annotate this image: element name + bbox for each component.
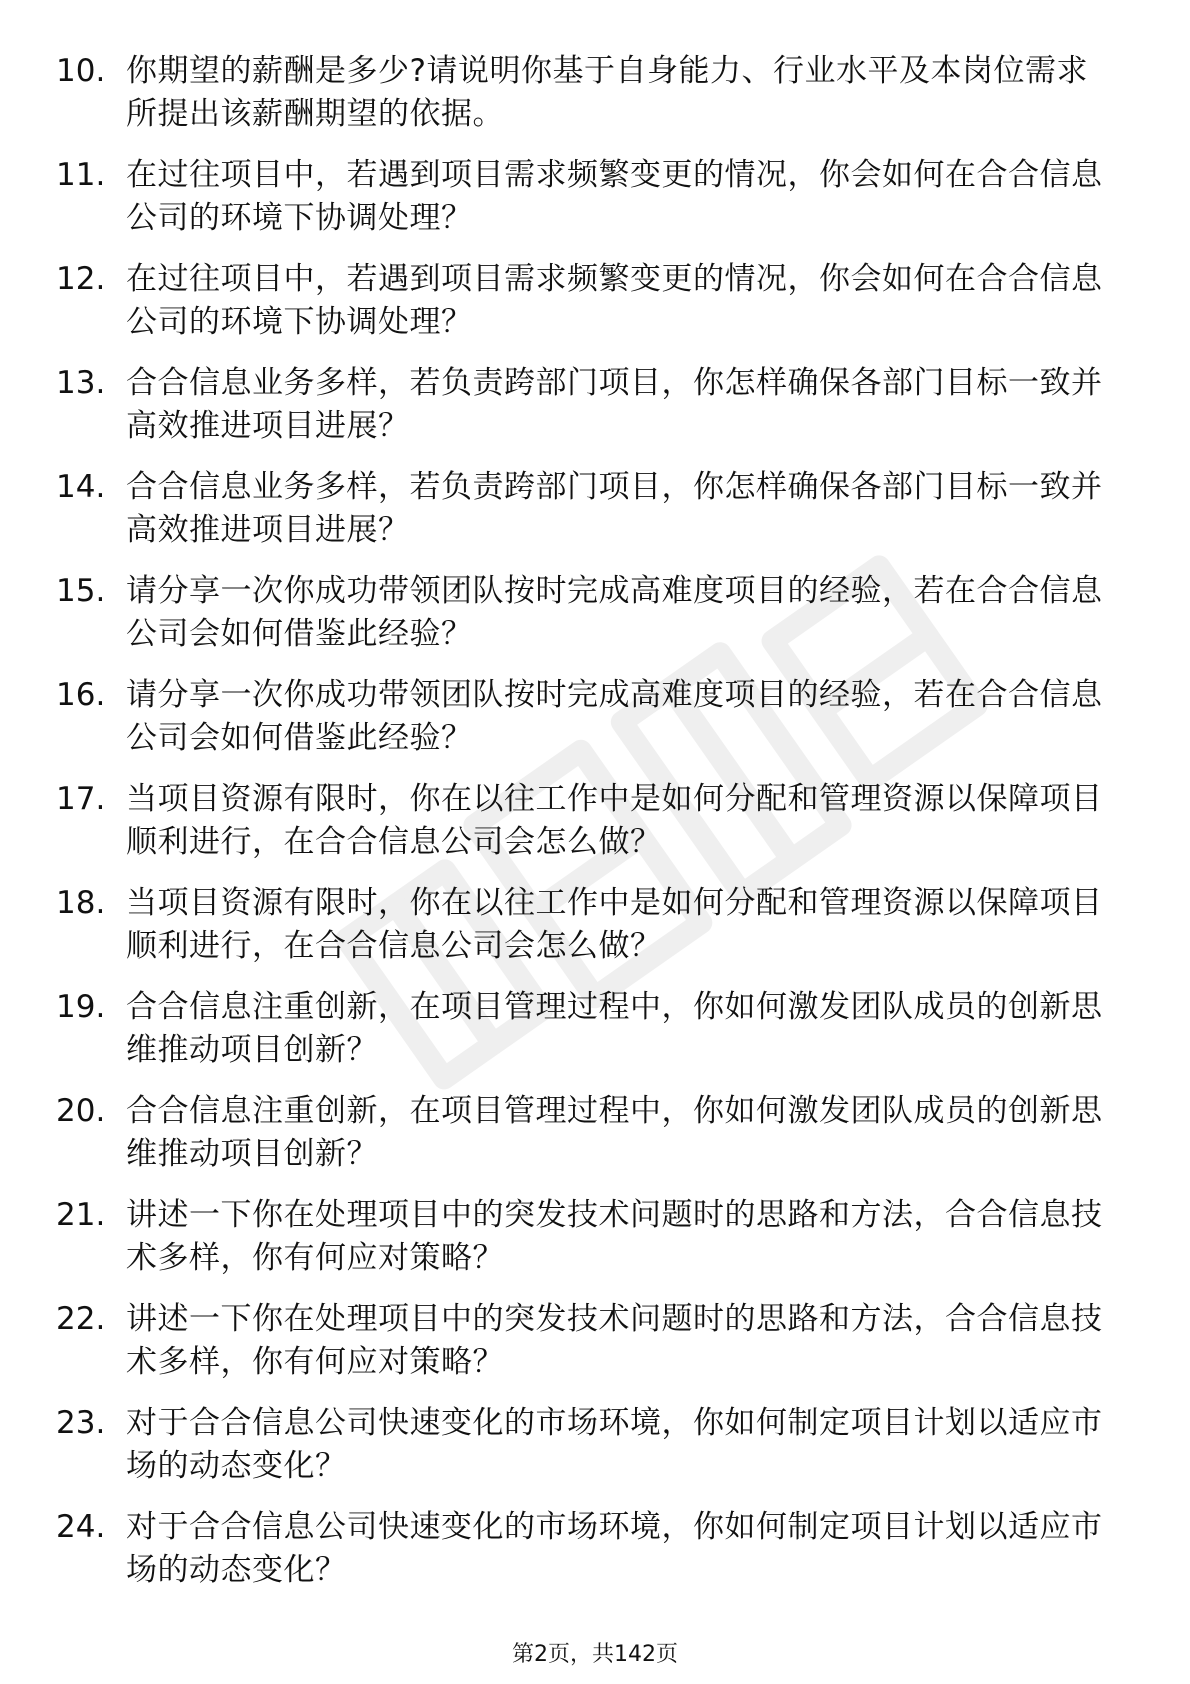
list-item	[56, 674, 1116, 778]
question-number: 23.	[56, 1405, 106, 1441]
list-item	[56, 466, 1116, 570]
question-list	[56, 50, 1116, 1610]
page-number-label: 第2页，共142页	[512, 1642, 678, 1667]
question-number: 16.	[56, 677, 106, 713]
list-item	[56, 1298, 1116, 1402]
question-number: 17.	[56, 781, 106, 817]
question-text: 请分享一次你成功带领团队按时完成高难度项目的经验，若在合合信息公司会如何借鉴此经验？	[126, 677, 1103, 756]
question-number: 19.	[56, 989, 106, 1025]
question-number: 15.	[56, 573, 106, 609]
question-text: 合合信息注重创新，在项目管理过程中，你如何激发团队成员的创新思维推动项目创新？	[126, 1093, 1103, 1172]
question-number: 21.	[56, 1197, 106, 1233]
list-item	[56, 1506, 1116, 1610]
list-item	[56, 50, 1116, 154]
list-item	[56, 362, 1116, 466]
question-text: 合合信息业务多样，若负责跨部门项目，你怎样确保各部门目标一致并高效推进项目进展？	[126, 365, 1103, 444]
page-footer	[0, 1641, 1190, 1669]
list-item	[56, 570, 1116, 674]
question-text: 当项目资源有限时，你在以往工作中是如何分配和管理资源以保障项目顺利进行，在合合信息公司会怎么做？	[126, 781, 1103, 860]
question-text: 合合信息注重创新，在项目管理过程中，你如何激发团队成员的创新思维推动项目创新？	[126, 989, 1103, 1068]
question-text: 你期望的薪酬是多少?请说明你基于自身能力、行业水平及本岗位需求所提出该薪酬期望的依据。	[126, 53, 1088, 132]
question-number: 12.	[56, 261, 106, 297]
question-number: 11.	[56, 157, 106, 193]
question-text: 对于合合信息公司快速变化的市场环境，你如何制定项目计划以适应市场的动态变化？	[126, 1509, 1103, 1588]
list-item	[56, 986, 1116, 1090]
question-text: 在过往项目中，若遇到项目需求频繁变更的情况，你会如何在合合信息公司的环境下协调处理？	[126, 157, 1103, 236]
question-number: 13.	[56, 365, 106, 401]
list-item	[56, 1090, 1116, 1194]
list-item	[56, 778, 1116, 882]
question-text: 讲述一下你在处理项目中的突发技术问题时的思路和方法，合合信息技术多样，你有何应对策略？	[126, 1197, 1103, 1276]
question-text: 合合信息业务多样，若负责跨部门项目，你怎样确保各部门目标一致并高效推进项目进展？	[126, 469, 1103, 548]
list-item	[56, 882, 1116, 986]
question-number: 20.	[56, 1093, 106, 1129]
list-item	[56, 1194, 1116, 1298]
list-item	[56, 1402, 1116, 1506]
question-number: 18.	[56, 885, 106, 921]
question-text: 当项目资源有限时，你在以往工作中是如何分配和管理资源以保障项目顺利进行，在合合信息公司会怎么做？	[126, 885, 1103, 964]
question-text: 讲述一下你在处理项目中的突发技术问题时的思路和方法，合合信息技术多样，你有何应对策略？	[126, 1301, 1103, 1380]
question-number: 14.	[56, 469, 106, 505]
list-item	[56, 154, 1116, 258]
question-number: 10.	[56, 53, 106, 89]
list-item	[56, 258, 1116, 362]
question-number: 24.	[56, 1509, 106, 1545]
question-text: 对于合合信息公司快速变化的市场环境，你如何制定项目计划以适应市场的动态变化？	[126, 1405, 1103, 1484]
question-number: 22.	[56, 1301, 106, 1337]
question-text: 在过往项目中，若遇到项目需求频繁变更的情况，你会如何在合合信息公司的环境下协调处理？	[126, 261, 1103, 340]
question-text: 请分享一次你成功带领团队按时完成高难度项目的经验，若在合合信息公司会如何借鉴此经验？	[126, 573, 1103, 652]
